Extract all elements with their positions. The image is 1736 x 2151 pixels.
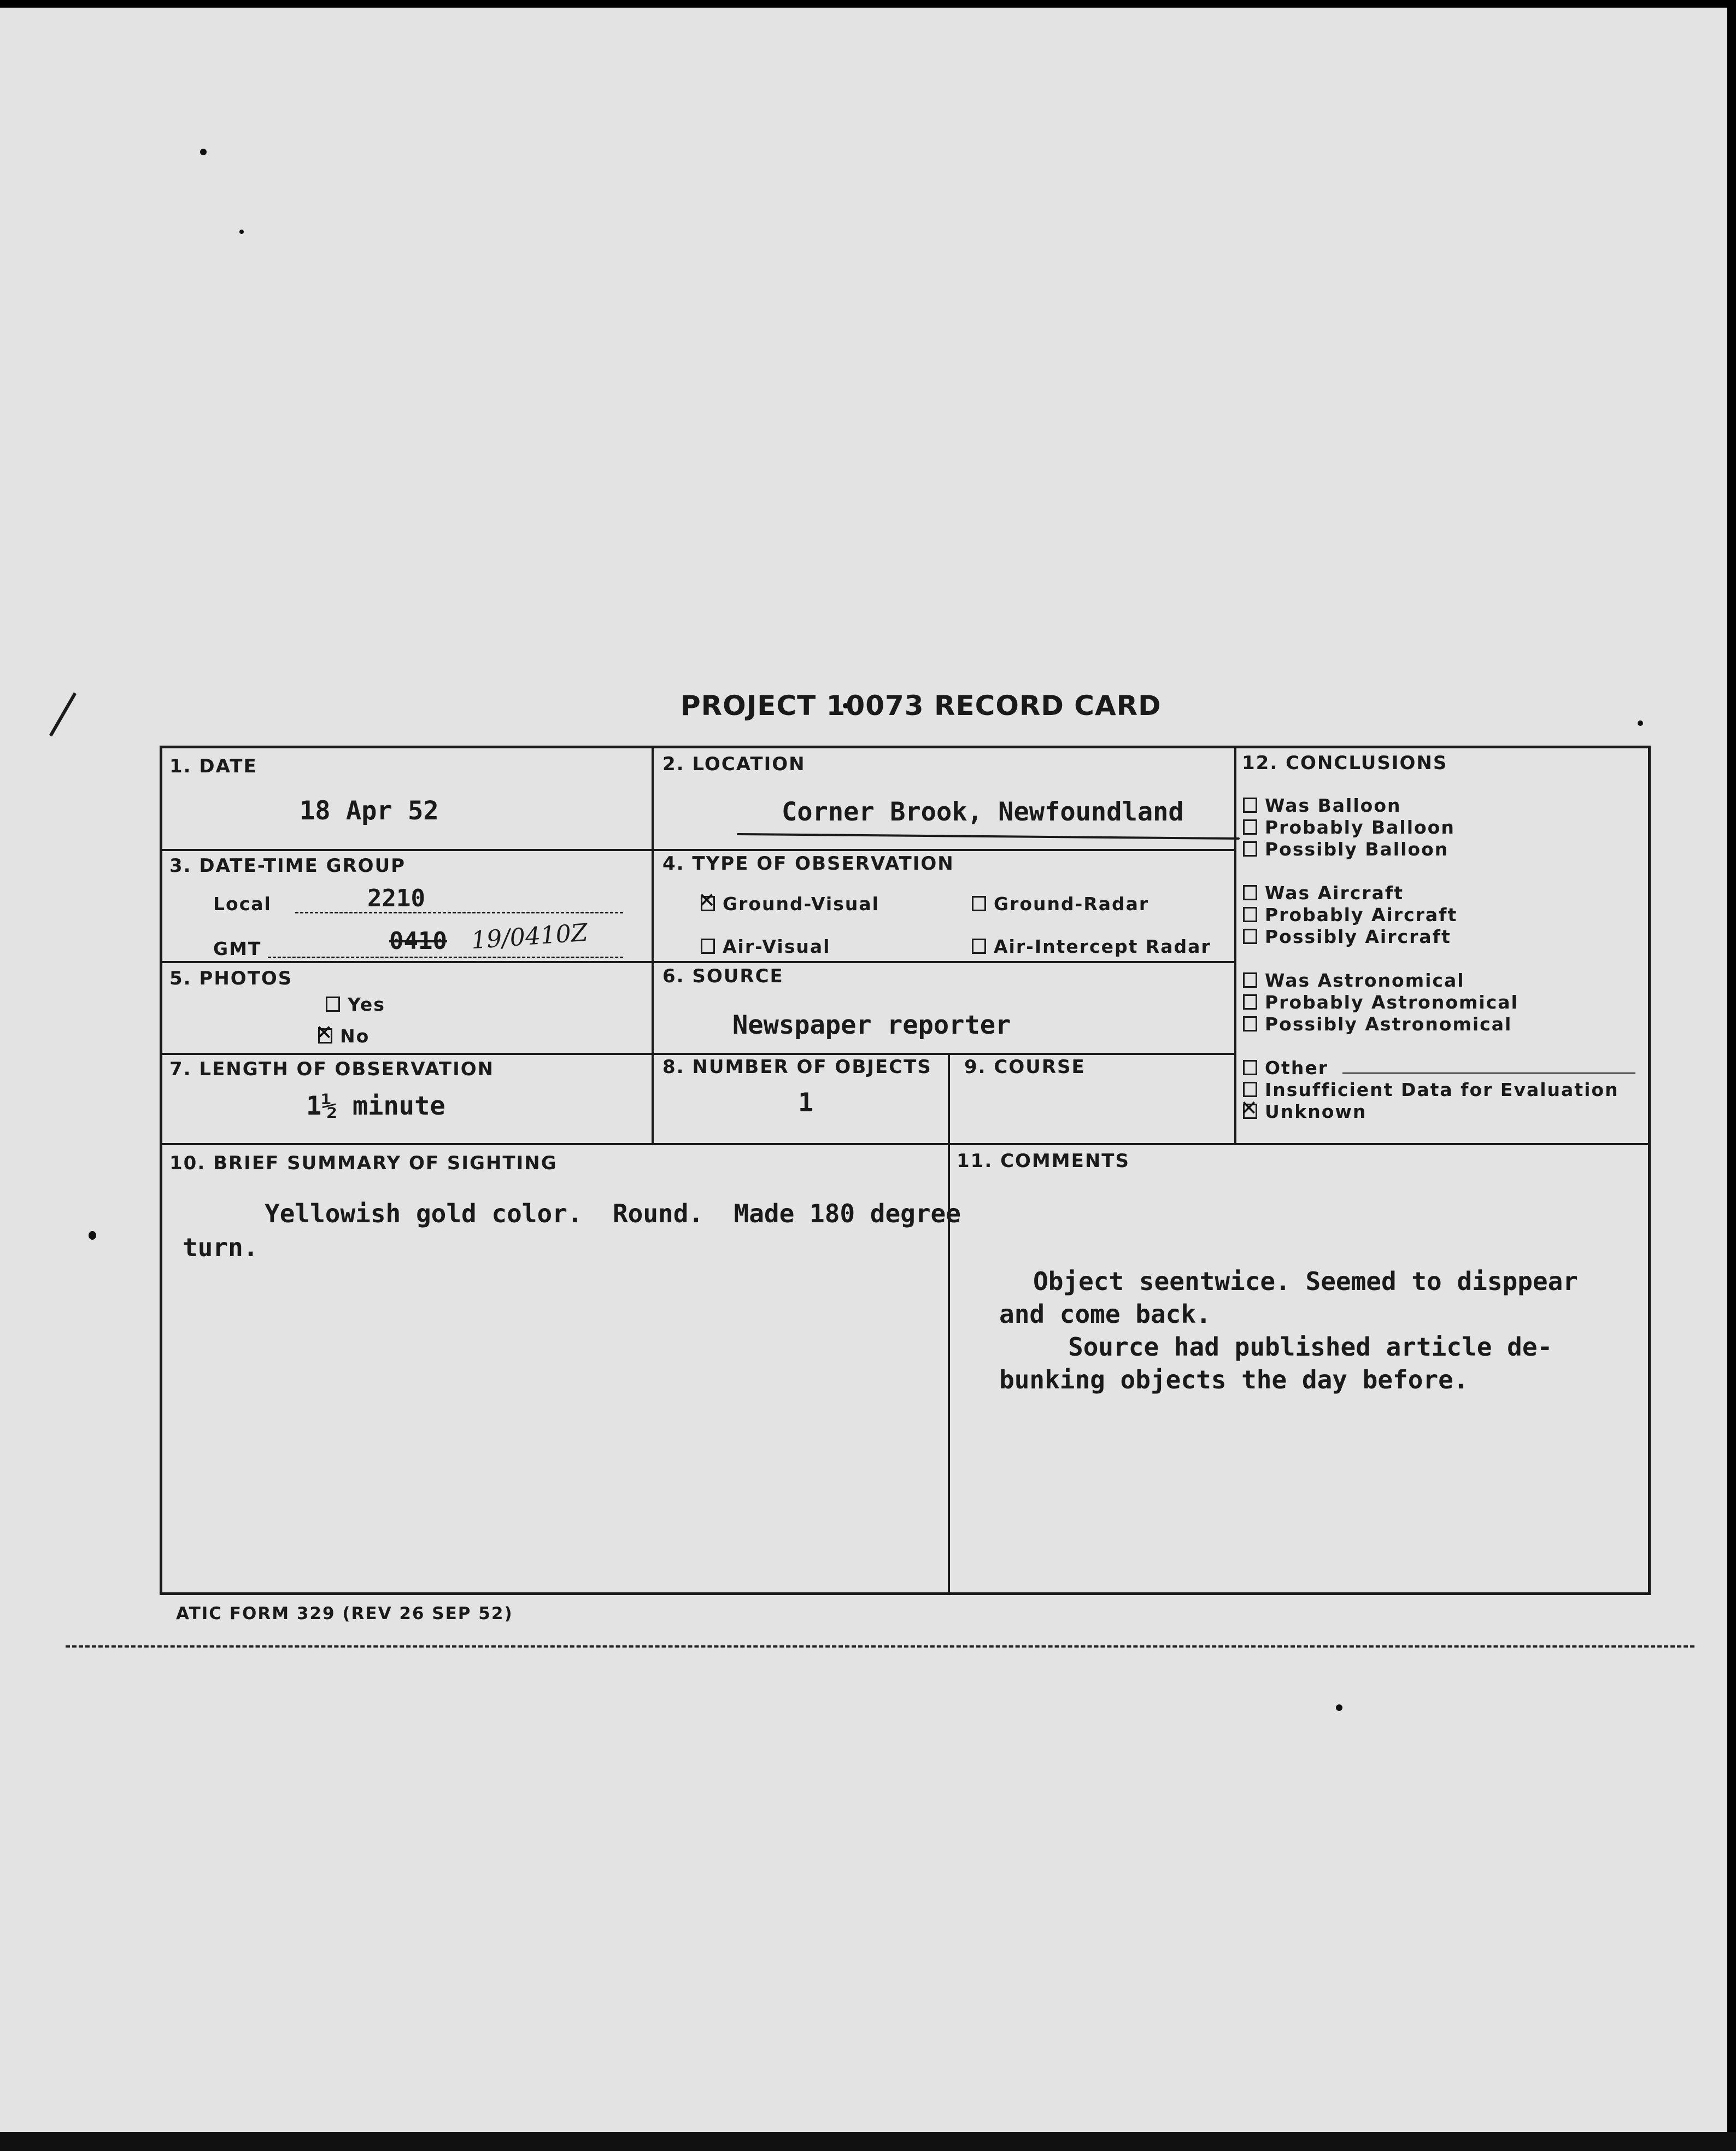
summary-label: 10. BRIEF SUMMARY OF SIGHTING <box>169 1152 558 1174</box>
conclusion-possibly-balloon[interactable]: Possibly Balloon <box>1243 839 1448 860</box>
local-label: Local <box>213 893 272 915</box>
other-rule <box>1342 1072 1635 1075</box>
conclusion-was-balloon[interactable]: Was Balloon <box>1243 795 1401 816</box>
conclusion-was-aircraft[interactable]: Was Aircraft <box>1243 882 1404 904</box>
conclusion-insufficient-data[interactable]: Insufficient Data for Evaluation <box>1243 1079 1619 1100</box>
conclusion-probably-astronomical[interactable]: Probably Astronomical <box>1243 992 1518 1013</box>
checkbox[interactable] <box>1243 819 1257 835</box>
gmt-handwritten: 19/0410Z <box>470 918 589 955</box>
air-visual-option[interactable]: Air-Visual <box>701 936 830 957</box>
conclusion-probably-aircraft[interactable]: Probably Aircraft <box>1243 904 1457 925</box>
form-identifier: ATIC FORM 329 (REV 26 SEP 52) <box>176 1604 513 1623</box>
date-value: 18 Apr 52 <box>300 796 439 826</box>
checkbox-checked[interactable] <box>1243 1104 1257 1119</box>
checkbox[interactable] <box>1243 1060 1257 1075</box>
conclusion-probably-balloon[interactable]: Probably Balloon <box>1243 817 1455 838</box>
scan-speck <box>1336 1704 1342 1711</box>
film-frame-bottom <box>0 2132 1736 2151</box>
checkbox[interactable] <box>1243 929 1257 944</box>
scan-speck <box>200 149 207 155</box>
conclusion-other[interactable]: Other <box>1243 1057 1328 1079</box>
ground-visual-option[interactable]: ✕Ground-Visual <box>701 893 879 915</box>
conclusion-possibly-aircraft[interactable]: Possibly Aircraft <box>1243 926 1451 947</box>
divider <box>652 747 654 1143</box>
conclusions-label: 12. CONCLUSIONS <box>1242 752 1448 774</box>
divider <box>948 1053 950 1594</box>
length-value: 1½ minute <box>306 1091 445 1121</box>
ground-radar-option[interactable]: Ground-Radar <box>972 893 1149 915</box>
divider <box>1234 747 1236 1143</box>
checkbox[interactable] <box>972 939 986 954</box>
summary-line-2: turn. <box>183 1233 259 1262</box>
divider <box>161 1143 1650 1145</box>
photos-no-option[interactable]: ✕No <box>318 1025 370 1047</box>
checkbox[interactable] <box>1243 1082 1257 1097</box>
photos-label: 5. PHOTOS <box>169 968 293 989</box>
conclusion-possibly-astronomical[interactable]: Possibly Astronomical <box>1243 1013 1512 1035</box>
checkbox[interactable] <box>972 896 986 911</box>
margin-pen-mark <box>49 693 77 737</box>
dtg-label: 3. DATE-TIME GROUP <box>169 855 406 877</box>
checkbox[interactable] <box>1243 841 1257 857</box>
film-frame-top <box>0 0 1736 8</box>
photos-yes-option[interactable]: Yes <box>326 994 385 1015</box>
date-label: 1. DATE <box>169 755 257 777</box>
comments-line-2: and come back. <box>999 1299 1211 1329</box>
checkbox[interactable] <box>1243 885 1257 900</box>
conclusion-unknown[interactable]: ✕Unknown <box>1243 1101 1366 1122</box>
checkbox[interactable] <box>1243 1016 1257 1031</box>
checkbox[interactable] <box>701 939 715 954</box>
gmt-label: GMT <box>213 938 262 959</box>
comments-line-3: Source had published article de- <box>1068 1332 1553 1362</box>
checkbox-checked[interactable] <box>701 896 715 911</box>
number-of-objects-label: 8. NUMBER OF OBJECTS <box>662 1056 932 1078</box>
scan-speck <box>89 1231 96 1240</box>
divider <box>161 849 1235 851</box>
location-value: Corner Brook, Newfoundland <box>782 797 1184 827</box>
divider <box>161 1053 1235 1055</box>
location-label: 2. LOCATION <box>662 753 806 775</box>
dashed-rule <box>66 1645 1694 1649</box>
gmt-value: 0410 <box>389 927 447 955</box>
film-frame-right <box>1727 0 1736 2151</box>
source-label: 6. SOURCE <box>662 965 784 987</box>
comments-label: 11. COMMENTS <box>957 1150 1130 1172</box>
checkbox[interactable] <box>1243 907 1257 922</box>
checkbox[interactable] <box>326 997 340 1012</box>
card-title: PROJECT 10073 RECORD CARD <box>681 690 1162 722</box>
comments-line-1: Object seentwice. Seemed to disppear <box>1033 1267 1578 1296</box>
conclusion-was-astronomical[interactable]: Was Astronomical <box>1243 970 1465 991</box>
number-of-objects-value: 1 <box>798 1088 814 1118</box>
checkbox-checked[interactable] <box>318 1028 332 1044</box>
summary-line-1: Yellowish gold color. Round. Made 180 degree <box>265 1199 961 1228</box>
checkbox[interactable] <box>1243 972 1257 988</box>
length-label: 7. LENGTH OF OBSERVATION <box>169 1058 495 1080</box>
course-label: 9. COURSE <box>964 1056 1086 1078</box>
checkbox[interactable] <box>1243 798 1257 813</box>
divider <box>161 961 1235 963</box>
air-intercept-radar-option[interactable]: Air-Intercept Radar <box>972 936 1211 957</box>
comments-line-4: bunking objects the day before. <box>999 1365 1469 1394</box>
scan-speck <box>239 230 244 234</box>
checkbox[interactable] <box>1243 994 1257 1010</box>
source-value: Newspaper reporter <box>732 1010 1011 1040</box>
gmt-rule <box>268 957 623 960</box>
local-value: 2210 <box>367 884 425 912</box>
local-rule <box>295 912 623 915</box>
observation-type-label: 4. TYPE OF OBSERVATION <box>662 853 954 875</box>
scan-speck <box>1638 720 1643 726</box>
